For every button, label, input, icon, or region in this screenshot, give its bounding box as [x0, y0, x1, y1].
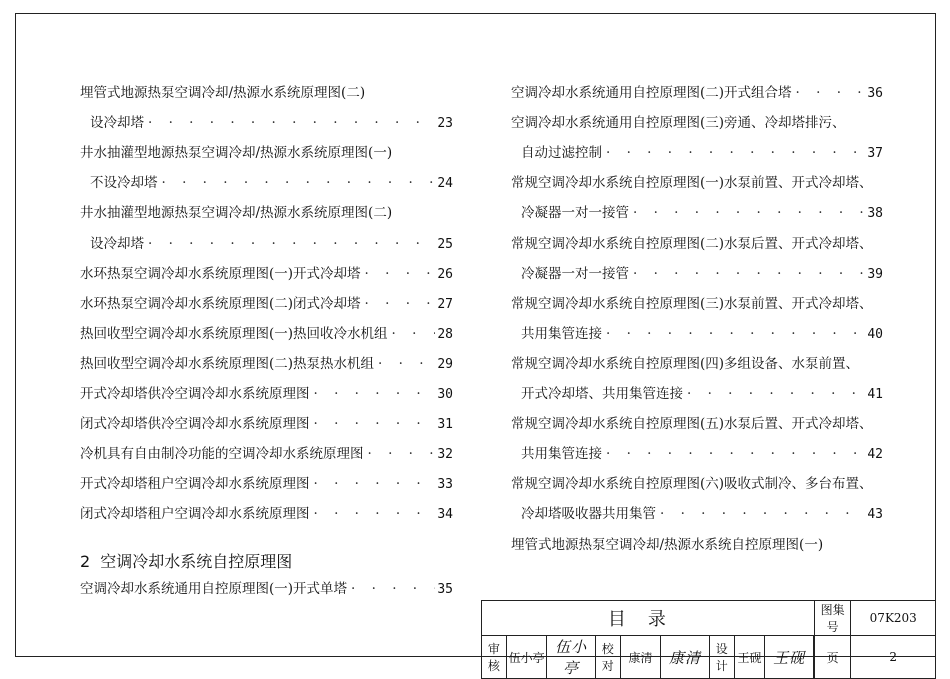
toc-entry-title: 设冷却塔 [90, 235, 144, 252]
toc-entry-title: 开式冷却塔供冷空调冷却水系统原理图 [80, 386, 310, 402]
toc-entry-line [80, 505, 453, 524]
design-name: 王砚 [734, 636, 765, 679]
toc-entry-line [511, 445, 883, 464]
toc-entry-title: 开式冷却塔、共用集管连接 [521, 386, 683, 402]
toc-entry-line [80, 84, 453, 102]
toc-entry-line [80, 265, 453, 284]
toc-page-number: 36 [867, 86, 883, 101]
toc-entry-title: 空调冷却水系统通用自控原理图(二)开式组合塔 [511, 85, 792, 101]
toc-page-number: 37 [867, 146, 883, 162]
design-signature: 王砚 [765, 636, 814, 679]
toc-entry-line [511, 536, 883, 554]
leader-dots [314, 385, 436, 403]
atlas-label: 图集号 [814, 601, 851, 636]
toc-page-number: 31 [437, 417, 453, 433]
toc-entry-title: 常规空调冷却水系统自控原理图(二)水泵后置、开式冷却塔、 [511, 235, 873, 252]
toc-page-number: 39 [867, 266, 883, 282]
toc-entry-line [511, 174, 883, 192]
review-signature: 伍小亭 [547, 636, 596, 679]
toc-entry-line [80, 204, 453, 222]
toc-entry-line [80, 144, 453, 162]
toc-page-number: 40 [867, 326, 883, 342]
toc-entry-line [511, 204, 883, 223]
toc-page-number: 41 [867, 387, 883, 402]
leader-dots [365, 265, 436, 283]
toc-entry-title: 水环热泵空调冷却水系统原理图(一)开式冷却塔 [80, 265, 361, 282]
toc-entry-line [80, 475, 453, 494]
toc-entry-line [511, 385, 883, 404]
toc-entry-title: 设冷却塔 [90, 115, 144, 132]
toc-entry-title: 空调冷却水系统通用自控原理图(三)旁通、冷却塔排污、 [511, 115, 846, 132]
toc-entry-title: 冷凝器一对一接管 [521, 205, 629, 222]
leader-dots [314, 415, 436, 433]
toc-entry-line [511, 235, 883, 253]
title-block [481, 600, 936, 677]
toc-page-number: 28 [437, 326, 453, 342]
toc-entry-line [80, 385, 453, 404]
toc-entry-title: 常规空调冷却水系统自控原理图(六)吸收式制冷、多台布置、 [511, 476, 873, 493]
toc-entry-line [511, 114, 883, 132]
leader-dots [606, 445, 865, 463]
review-label: 审核 [482, 636, 507, 679]
toc-entry-line [511, 265, 883, 284]
toc-entry-line [511, 295, 883, 313]
check-name: 康清 [620, 636, 661, 679]
toc-entry-title: 不设冷却塔 [90, 175, 158, 192]
toc-entry-title: 埋管式地源热泵空调冷却/热源水系统自控原理图(一) [511, 536, 824, 553]
title-cell [482, 601, 815, 636]
toc-entry-line [80, 415, 453, 434]
toc-entry-line [511, 415, 883, 433]
toc-entry-title: 自动过滤控制 [521, 145, 602, 162]
section-heading [80, 549, 292, 572]
toc-page-number: 32 [437, 447, 453, 463]
leader-dots [314, 505, 436, 523]
leader-dots [148, 235, 435, 253]
toc-entry-title: 冷却塔吸收器共用集管 [521, 506, 656, 523]
toc-entry-line [511, 325, 883, 344]
toc-page-number: 30 [437, 387, 453, 402]
leader-dots [687, 385, 865, 403]
leader-dots [796, 84, 866, 102]
toc-entry-title: 闭式冷却塔租户空调冷却水系统原理图 [80, 506, 310, 523]
leader-dots [633, 204, 865, 222]
toc-entry-title: 冷机具有自由制冷功能的空调冷却水系统原理图 [80, 446, 364, 463]
toc-page-number: 33 [437, 477, 453, 493]
leader-dots [368, 445, 436, 463]
section-number: 2 [80, 552, 91, 571]
toc-entry-line [511, 475, 883, 493]
toc-entry-title: 常规空调冷却水系统自控原理图(五)水泵后置、开式冷却塔、 [511, 416, 873, 433]
page-number: 2 [851, 636, 936, 679]
toc-entry-title: 闭式冷却塔供冷空调冷却水系统原理图 [80, 416, 310, 433]
toc-page-number: 35 [437, 582, 453, 597]
leader-dots [162, 174, 436, 192]
toc-page-number: 43 [867, 507, 883, 523]
toc-entry-line [80, 235, 453, 254]
toc-page-number: 26 [437, 266, 453, 282]
toc-entry-line [511, 355, 883, 373]
page-label: 页 [814, 636, 851, 679]
atlas-number: 07K203 [851, 601, 936, 636]
toc-page-number: 38 [867, 206, 883, 222]
toc-entry-title: 热回收型空调冷却水系统原理图(一)热回收冷水机组 [80, 325, 388, 342]
toc-entry-title: 热回收型空调冷却水系统原理图(二)热泵热水机组 [80, 355, 375, 372]
toc-page-number: 27 [437, 296, 453, 312]
leader-dots [633, 265, 865, 283]
leader-dots [351, 580, 435, 598]
toc-entry-line [80, 445, 453, 464]
toc-page-number: 42 [867, 447, 883, 463]
toc-page-number: 29 [437, 356, 453, 372]
toc-entry-line [511, 144, 883, 163]
leader-dots [148, 114, 435, 132]
toc-page-number: 25 [437, 236, 453, 252]
toc-entry-title: 埋管式地源热泵空调冷却/热源水系统原理图(二) [80, 85, 366, 101]
leader-dots [365, 295, 436, 313]
toc-entry-line [80, 580, 453, 599]
toc-entry-line [80, 174, 453, 193]
toc-entry-title: 井水抽灌型地源热泵空调冷却/热源水系统原理图(一) [80, 145, 393, 162]
toc-entry-line [80, 295, 453, 314]
toc-entry-title: 共用集管连接 [521, 446, 602, 463]
toc-entry-line [511, 84, 883, 103]
design-label: 设计 [709, 636, 734, 679]
toc-entry-line [80, 325, 453, 344]
toc-entry-title: 常规空调冷却水系统自控原理图(四)多组设备、水泵前置、 [511, 355, 860, 372]
toc-entry-line [511, 505, 883, 524]
section-title: 空调冷却水系统自控原理图 [100, 552, 293, 571]
leader-dots [314, 475, 436, 493]
toc-entry-line [80, 114, 453, 133]
check-signature: 康清 [661, 636, 710, 679]
toc-entry-title: 开式冷却塔租户空调冷却水系统原理图 [80, 476, 310, 493]
leader-dots [392, 325, 436, 343]
toc-entry-title: 水环热泵空调冷却水系统原理图(二)闭式冷却塔 [80, 295, 361, 312]
toc-entry-line [80, 355, 453, 374]
leader-dots [606, 325, 865, 343]
toc-entry-title: 空调冷却水系统通用自控原理图(一)开式单塔 [80, 581, 348, 597]
toc-entry-title: 冷凝器一对一接管 [521, 265, 629, 282]
document-title: 目录 [607, 609, 688, 630]
toc-entry-title: 井水抽灌型地源热泵空调冷却/热源水系统原理图(二) [80, 205, 393, 222]
toc-page-number: 24 [437, 176, 453, 192]
toc-entry-title: 常规空调冷却水系统自控原理图(一)水泵前置、开式冷却塔、 [511, 175, 873, 192]
leader-dots [378, 355, 435, 373]
toc-entry-title: 共用集管连接 [521, 325, 602, 342]
toc-page-number: 34 [437, 507, 453, 523]
leader-dots [606, 144, 865, 162]
leader-dots [660, 505, 865, 523]
check-label: 校对 [595, 636, 620, 679]
review-name: 伍小亭 [506, 636, 547, 679]
toc-page-number: 23 [437, 116, 453, 132]
toc-entry-title: 常规空调冷却水系统自控原理图(三)水泵前置、开式冷却塔、 [511, 295, 873, 312]
